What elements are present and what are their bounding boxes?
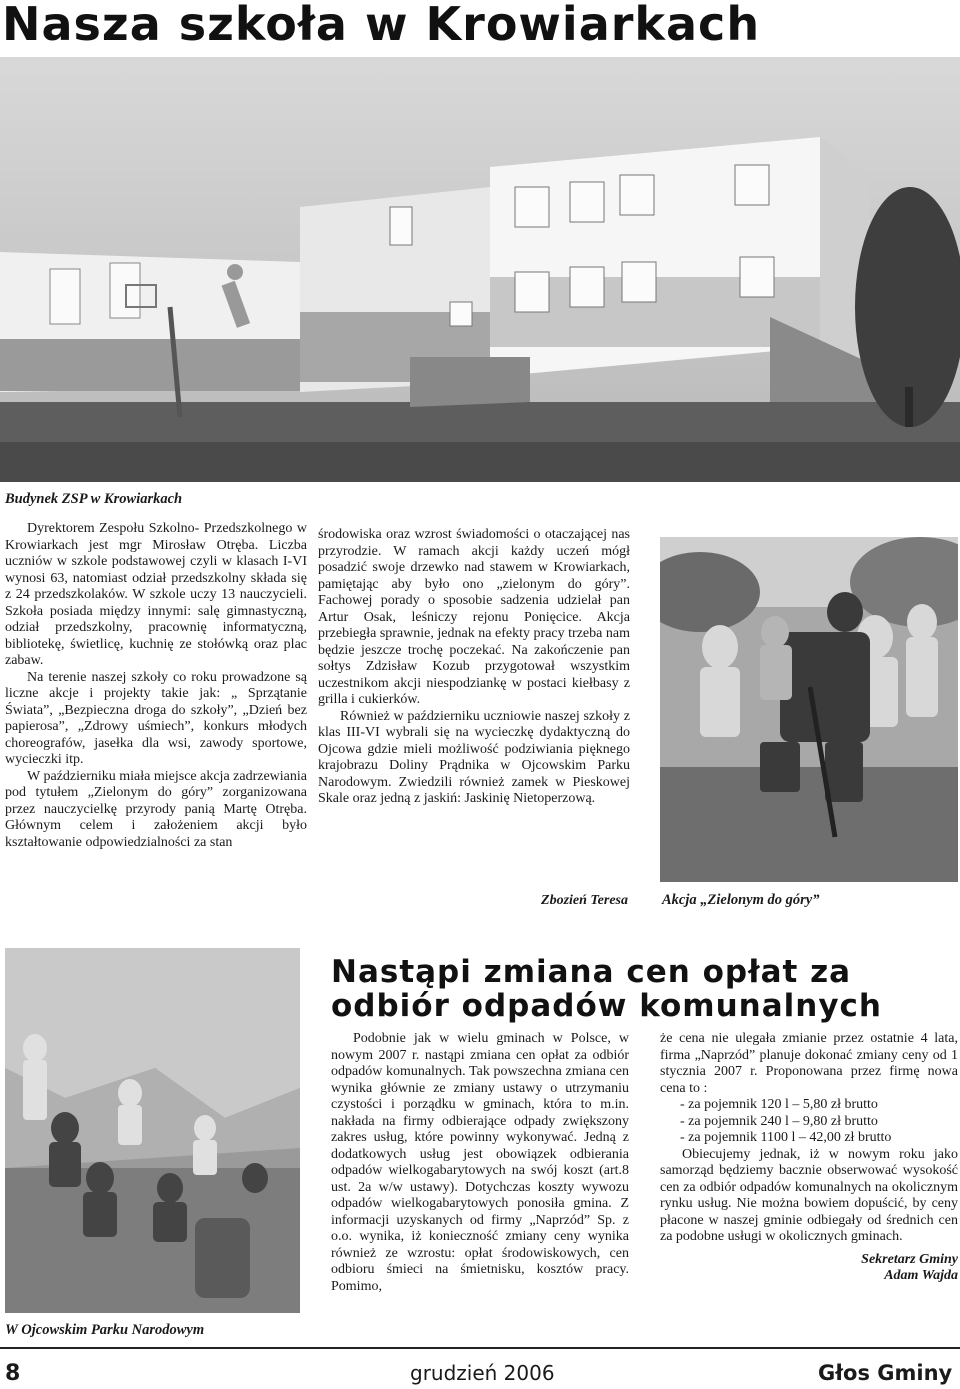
article-paragraph: środowiska oraz wzrost świadomości o otaczającej nas przyrodzie. W ramach akcji każdy uczeń mógł posadzić swoje drzewko nad stawem w Krowiarkach, pamiętając aby było ono „zielonym do góry”. Fachowej porady o sposobie sadzenia udzielał pan Artur Osak, leśniczy rejonu Ponięcice. Akcja przebiegła sprawnie, jednak na efekty pracy trzeba nam będzie jeszcze trochę poczekać. Na zakończenie pan sołtys Zdzisław Kozub przygotował wszystkim uczestnikom akcji niespodziankę w postaci kiełbasy z grilla i cukierków. [318,527,630,707]
page-number: 8 [5,1361,21,1386]
article-paragraph: Na terenie naszej szkoły co roku prowadzone są liczne akcje i projekty takie jak: „ Sprzątanie Świata”, „Bezpieczna droga do szkoły”, „Dzień bez papierosa”, „Zdrowy uśmiech”, konkurs młodych choreografów, jasełka dla wsi, zawody sportowe, wycieczki itp. [5,669,307,767]
issue-date: grudzień 2006 [410,1361,555,1385]
school-building-photo [0,57,960,482]
school-article-column-1 [5,521,307,851]
national-park-illustration [5,948,300,1313]
waste-article-headline: Nastąpi zmiana cen opłat za odbiór odpadów komunalnych [331,954,882,1024]
waste-article-column-1 [331,1031,629,1295]
waste-article-column-2 [660,1031,958,1285]
tree-planting-illustration [660,537,958,882]
school-building-illustration [0,57,960,482]
school-article-column-2 [318,527,630,808]
national-park-photo [5,948,300,1313]
publication-name: Głos Gminy [818,1361,953,1385]
article-paragraph: Podobnie jak w wielu gminach w Polsce, w nowym 2007 r. nastąpi zmiana cen opłat za odbiór odpadów komunalnych. Tak powszechna zmiana cen wynika głównie ze zmiany ustawy o utrzymaniu czystości i porządku w gminach, która to m.in. nakłada na firmy odbierające odpady zwiększony zakres usług, które powinny wykonywać. Jedną z dodatkowych usług jest obowiązek odbierania odpadów wielkogabarytowych na swój koszt (art.8 ust. 2a w/w ustawy). Dotychczas koszty wywozu odpadów wielkogabarytowych ponosiła gmina. Z informacji uzyskanych od firmy „Naprzód” Sp. z o.o. wynika, iż konieczność zmiany ceny wynika również ze wzrostu: opłat środowiskowych, cen odbioru śmieci na śmietnisku, kosztów pracy. Pomimo, [331,1031,629,1294]
planting-photo-caption: Akcja „Zielonym do góry” [662,892,820,908]
article-paragraph: Obiecujemy jednak, iż w nowym roku jako samorząd będziemy bacznie obserwować wysokość cen za odbiór odpadów komunalnych na okolicznym rynku usług. Nie można bowiem dopuścić, by ceny płacone w naszej gminie odbiegały od średnich cen za podobne usługi w okolicznych gminach. [660,1146,958,1244]
signature-title: Sekretarz Gminy [861,1251,958,1267]
article-paragraph: Również w październiku uczniowie naszej szkoły z klas III-VI wybrali się na wycieczkę dydaktyczną do Ojcowa gdzie mieli możliwość podziwiania pięknego krajobrazu Doliny Prądnika w Ojcowskim Parku Narodowym. Zwiedzili również zamek w Pieskowej Skale oraz jedną z jaskiń: Jaskinię Nietoperzową. [318,708,630,806]
tree-planting-photo [660,537,958,882]
article-paragraph: W październiku miała miejsce akcja zadrzewiania pod tytułem „Zielonym do góry” zorganizowana przez nauczycielkę przyrody panią Martę Otręba. Głównym celem i założeniem akcji było kształtowanie odpowiedzialności za stan [5,768,307,850]
price-item: - za pojemnik 240 l – 9,80 zł brutto [680,1113,878,1129]
article-paragraph: że cena nie ulegała zmianie przez ostatnie 4 lata, firma „Naprzód” planuje dokonać zmiany ceny od 1 stycznia 2007 r. Proponowana przez firmę nowa cena to : [660,1031,958,1096]
article-paragraph: Dyrektorem Zespołu Szkolno- Przedszkolnego w Krowiarkach jest mgr Mirosław Otręba. Liczba uczniów w szkole podstawowej czyli w klasach I-VI wynosi 63, natomiast odział przedszkolny składa się z 24 przedszkolaków. W szkole uczy 13 nauczycieli. Szkoła posiada między innymi: salę gimnastyczną, odział przedszkolny, pracownię informatyczną, bibliotekę, świetlicę, kuchnię ze stołówką oraz plac zabaw. [5,521,307,668]
park-photo-caption: W Ojcowskim Parku Narodowym [5,1322,205,1338]
page-headline: Nasza szkoła w Krowiarkach [2,0,761,51]
school-article-signature: Zbozień Teresa [541,893,628,908]
price-item: - za pojemnik 1100 l – 42,00 zł brutto [680,1130,892,1145]
school-photo-caption: Budynek ZSP w Krowiarkach [5,491,183,507]
footer-rule [0,1347,960,1349]
price-item: - za pojemnik 120 l – 5,80 zł brutto [680,1097,878,1112]
signature-name: Adam Wajda [884,1268,958,1283]
price-list [660,1097,958,1147]
